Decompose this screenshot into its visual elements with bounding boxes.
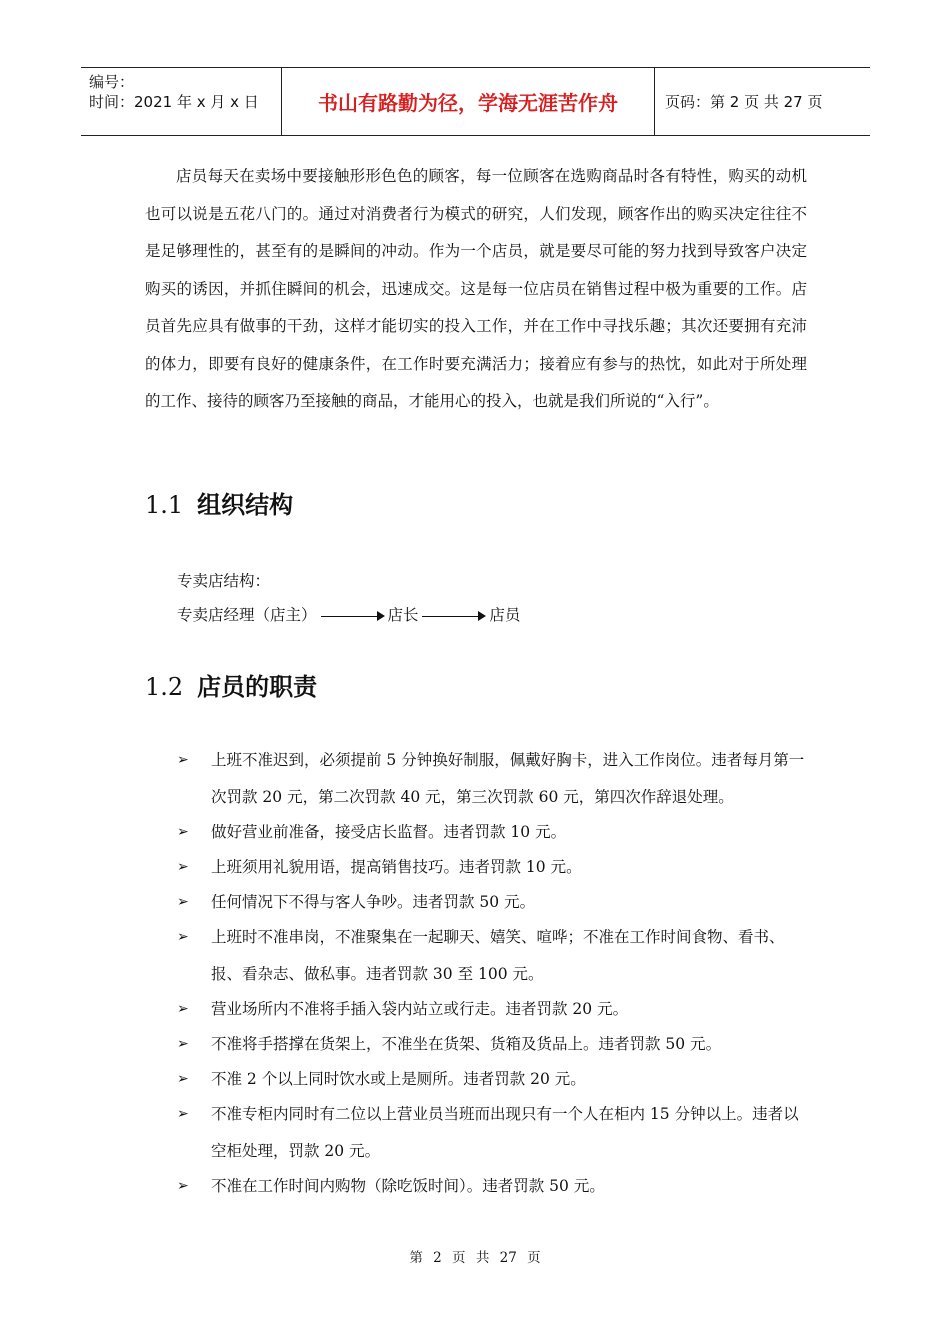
list-item-text: 上班不准迟到，必须提前 5 分钟换好制服，佩戴好胸卡，进入工作岗位。违者每月第一次罚款 20 元，第二次罚款 40 元，第三次罚款 60 元，第四次作辞退处理。 bbox=[211, 751, 805, 806]
list-item-text: 任何情况下不得与客人争吵。违者罚款 50 元。 bbox=[211, 893, 536, 911]
list-item-text: 上班须用礼貌用语，提高销售技巧。违者罚款 10 元。 bbox=[211, 858, 582, 876]
arrow-bullet-icon: ➢ bbox=[177, 824, 189, 840]
list-item-text: 不准将手搭撑在货架上，不准坐在货架、货箱及货品上。违者罚款 50 元。 bbox=[211, 1035, 722, 1053]
list-item bbox=[177, 1026, 811, 1063]
org-node-store-head: 店长 bbox=[387, 606, 419, 624]
section-number: 1.1 bbox=[145, 491, 184, 519]
structure-label: 专卖店结构： bbox=[177, 572, 271, 590]
header-meta bbox=[81, 68, 282, 135]
arrow-bullet-icon: ➢ bbox=[177, 1001, 189, 1017]
intro-paragraph: 店员每天在卖场中要接触形形色色的顾客，每一位顾客在选购商品时各有特性，购买的动机也可以说是五花八门的。通过对消费者行为模式的研究，人们发现，顾客作出的购买决定往往不是足够理性的，甚至有的是瞬间的冲动。作为一个店员，就是要尽可能的努力找到导致客户决定购买的诱因，并抓住瞬间的机会，迅速成交。这是每一位店员在销售过程中极为重要的工作。店员首先应具有做事的干劲，这样才能切实的投入工作，并在工作中寻找乐趣；其次还要拥有充沛的体力，即要有良好的健康条件，在工作时要充满活力；接着应有参与的热忱，如此对于所处理的工作、接待的顾客乃至接触的商品，才能用心的投入，也就是我们所说的“入行”。 bbox=[145, 167, 807, 410]
list-item-text: 上班时不准串岗，不准聚集在一起聊天、嬉笑、喧哗；不准在工作时间食物、看书、报、看杂志、做私事。违者罚款 30 至 100 元。 bbox=[211, 928, 785, 983]
list-item-text: 不准 2 个以上同时饮水或上是厕所。违者罚款 20 元。 bbox=[211, 1070, 586, 1088]
arrow-bullet-icon: ➢ bbox=[177, 1036, 189, 1052]
arrow-bullet-icon: ➢ bbox=[177, 1106, 189, 1122]
arrow-right-icon bbox=[321, 616, 379, 617]
list-item bbox=[177, 991, 811, 1028]
arrow-bullet-icon: ➢ bbox=[177, 859, 189, 875]
list-item-text: 营业场所内不准将手插入袋内站立或行走。违者罚款 20 元。 bbox=[211, 1000, 629, 1018]
list-item bbox=[177, 919, 811, 993]
list-item-text: 不准专柜内同时有二位以上营业员当班而出现只有一个人在柜内 15 分钟以上。违者以空柜处理，罚款 20 元。 bbox=[211, 1105, 799, 1160]
time-label: 时间：2021 年 x 月 x 日 bbox=[89, 93, 259, 111]
code-label: 编号： bbox=[89, 73, 135, 91]
arrow-bullet-icon: ➢ bbox=[177, 894, 189, 910]
list-item bbox=[177, 742, 811, 816]
org-node-manager: 专卖店经理（店主） bbox=[177, 606, 317, 624]
list-item bbox=[177, 1168, 811, 1205]
section-title: 组织结构 bbox=[197, 491, 294, 519]
motto: 书山有路勤为径，学海无涯苦作舟 bbox=[282, 68, 655, 135]
list-item bbox=[177, 884, 811, 921]
section-number: 1.2 bbox=[145, 673, 184, 701]
list-item bbox=[177, 814, 811, 851]
list-item-text: 不准在工作时间内购物（除吃饭时间）。违者罚款 50 元。 bbox=[211, 1177, 605, 1195]
arrow-bullet-icon: ➢ bbox=[177, 1071, 189, 1087]
page-info: 页码：第 2 页 共 27 页 bbox=[665, 93, 823, 111]
org-node-clerk: 店员 bbox=[489, 606, 521, 624]
org-chain bbox=[177, 603, 520, 625]
list-item bbox=[177, 849, 811, 886]
list-item-text: 做好营业前准备，接受店长监督。违者罚款 10 元。 bbox=[211, 823, 567, 841]
header-table bbox=[81, 67, 870, 136]
arrow-bullet-icon: ➢ bbox=[177, 929, 189, 945]
arrow-bullet-icon: ➢ bbox=[177, 752, 189, 768]
section-heading-duties bbox=[145, 667, 317, 702]
list-item bbox=[177, 1061, 811, 1098]
section-heading-organization bbox=[145, 485, 293, 520]
section-title: 店员的职责 bbox=[197, 673, 318, 701]
list-item bbox=[177, 1096, 811, 1170]
page-footer: 第 2 页 共 27 页 bbox=[409, 1250, 541, 1266]
arrow-bullet-icon: ➢ bbox=[177, 1178, 189, 1194]
arrow-right-icon bbox=[422, 616, 480, 617]
